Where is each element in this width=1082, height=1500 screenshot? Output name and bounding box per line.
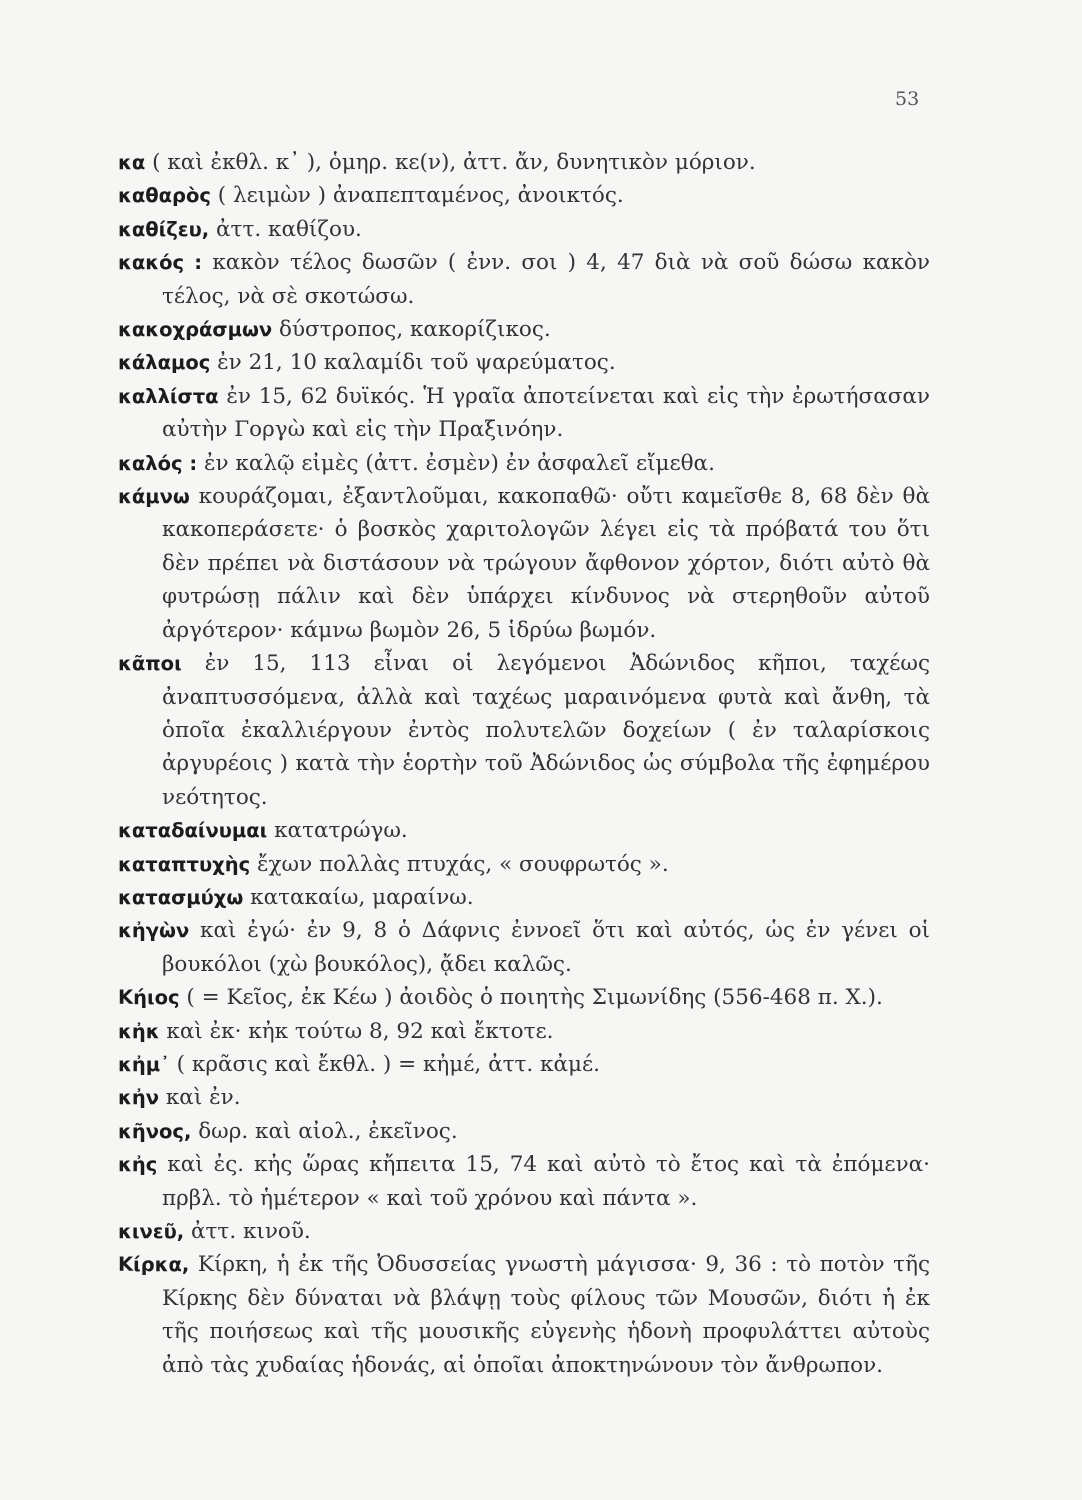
glossary-entry [118,914,930,981]
headword: Κήιος [118,986,180,1010]
glossary-entry [118,1115,930,1148]
definition: ( καὶ ἐκθλ. κ᾽ ), ὁμηρ. κε(ν), ἀττ. ἄν, δυνητικὸν μόριον. [145,150,756,175]
glossary-entries [118,146,930,1382]
definition: ( = Κεῖος, ἐκ Κέω ) ἀοιδὸς ὁ ποιητὴς Σιμωνίδης (556-468 π. Χ.). [179,985,883,1011]
glossary-entry [118,1081,930,1114]
definition: κατακαίω, μαραίνω. [243,884,474,910]
definition: κουράζομαι, ἐξαντλοῦμαι, κακοπαθῶ· οὔτι καμεῖσθε 8, 68 δὲν θὰ κακοπεράσετε· ὁ βοσκὸς χαριτολογῶν λέγει εἰς τὰ πρόβατά του ὅτι δὲν πρέπει νὰ διστάσουν νὰ τρώγουν ἄφθονον χόρτον, διότι αὐτὸ θὰ φυτρώσῃ πάλιν καὶ δὲν ὑπάρχει κίνδυνος νὰ στερηθοῦν αὐτοῦ ἀργότερον· κάμνω βωμὸν 26, 5 ἱδρύω βωμόν. [162,484,930,643]
glossary-entry [118,213,930,246]
headword: καθαρὸς [118,184,211,208]
definition: καὶ ἐγώ· ἐν 9, 8 ὁ Δάφνις ἐννοεῖ ὅτι καὶ αὐτός, ὡς ἐν γένει οἱ βουκόλοι (χὼ βουκόλος), ᾄδει καλῶς. [162,918,930,977]
definition: ἀττ. κινοῦ. [184,1219,311,1244]
definition: καὶ ἐν. [159,1085,241,1111]
definition: ἐν καλῷ εἰμὲς (ἀττ. ἐσμὲν) ἐν ἀσφαλεῖ εἴμεθα. [197,450,715,476]
glossary-entry [118,313,930,346]
glossary-entry [118,981,930,1014]
headword: καλός : [118,451,198,475]
headword: κα [118,151,146,174]
glossary-entry [118,480,930,647]
glossary-entry [118,1248,930,1382]
definition: ( κρᾶσις καὶ ἔκθλ. ) = κἠμέ, ἀττ. κἀμέ. [169,1051,600,1077]
definition: δύστροπος, κακορίζικος. [272,317,551,343]
glossary-entry [118,1015,930,1048]
definition: ἐν 15, 113 εἶναι οἱ λεγόμενοι Ἀδώνιδος κῆποι, ταχέως ἀναπτυσσόμενα, ἀλλὰ καὶ ταχέως μαραινόμενα φυτὰ καὶ ἄνθη, τὰ ὁποῖα ἐκαλλιέργουν ἐντὸς πολυτελῶν δοχείων ( ἐν ταλαρίσκοις ἀργυρέοις ) κατὰ τὴν ἑορτὴν τοῦ Ἀδώνιδος ὡς σύμβολα τῆς ἐφημέρου νεότητος. [162,651,930,810]
headword: κάμνω [118,485,190,509]
headword: κἠν [118,1086,160,1110]
definition: Κίρκη, ἡ ἐκ τῆς Ὀδυσσείας γνωστὴ μάγισσα· 9, 36 : τὸ ποτὸν τῆς Κίρκης δὲν δύναται νὰ βλάψῃ τοὺς φίλους τῶν Μουσῶν, διότι ἡ ἐκ τῆς ποιήσεως καὶ τῆς μουσικῆς εὐγενὴς ἡδονὴ προφυλάττει αὐτοὺς ἀπὸ τὰς χυδαίας ἡδονάς, αἱ ὁποῖαι ἀποκτηνώνουν τὸν ἄνθρωπον. [162,1252,930,1378]
headword: κἠμ᾽ [118,1052,170,1076]
definition: ( λειμὼν ) ἀναπεπταμένος, ἀνοικτός. [210,183,624,209]
glossary-entry [118,881,930,914]
headword: κάλαμος [118,351,211,375]
definition: κατατρώγω. [267,818,408,844]
glossary-entry [118,1215,930,1248]
glossary-entry [118,447,930,480]
headword: Κίρκα, [118,1253,190,1277]
headword: κῆνος, [118,1119,192,1143]
glossary-entry [118,246,930,313]
headword: καθίζευ, [118,217,210,241]
definition: ἐν 21, 10 καλαμίδι τοῦ ψαρεύματος. [210,350,616,376]
definition: ἔχων πολλὰς πτυχάς, « σουφρωτός ». [250,851,669,877]
headword: καλλίστα [118,384,219,408]
definition: ἀττ. καθίζου. [209,216,362,242]
definition: καὶ ἐς. κἠς ὥρας κἤπειτα 15, 74 καὶ αὐτὸ τὸ ἔτος καὶ τὰ ἐπόμενα· πρβλ. τὸ ἡμέτερον « καὶ τοῦ χρόνου καὶ πάντα ». [157,1152,930,1211]
headword: καταδαίνυμαι [118,819,268,843]
glossary-entry [118,814,930,847]
headword: κἠς [118,1153,158,1177]
glossary-entry [118,179,930,212]
glossary-entry [118,848,930,881]
glossary-entry [118,1148,930,1215]
glossary-entry [118,346,930,379]
headword: κἠκ [118,1019,160,1043]
glossary-entry [118,380,930,447]
definition: ἐν 15, 62 δυϊκός. Ἡ γραῖα ἀποτείνεται καὶ εἰς τὴν ἐρωτήσασαν αὐτὴν Γοργὼ καὶ εἰς τὴν Πραξινόην. [162,383,930,443]
glossary-entry [118,146,930,179]
definition: δωρ. καὶ αἰολ., ἐκεῖνος. [191,1118,458,1144]
definition: κακὸν τέλος δωσῶν ( ἐνν. σοι ) 4, 47 διὰ νὰ σοῦ δώσω κακὸν τέλος, νὰ σὲ σκοτώσω. [162,250,930,309]
headword: κακοχράσμων [118,318,273,342]
definition: καὶ ἐκ· κἠκ τούτω 8, 92 καὶ ἔκτοτε. [159,1018,554,1044]
headword: καταπτυχὴς [118,852,251,876]
glossary-entry [118,647,930,814]
headword: κἠγὼν [118,919,190,943]
glossary-entry [118,1048,930,1081]
headword: κατασμύχω [118,885,244,909]
headword: κᾶποι [118,652,182,676]
headword: κινεῦ, [118,1220,185,1243]
page-number: 53 [895,88,920,110]
headword: κακός : [118,251,203,275]
